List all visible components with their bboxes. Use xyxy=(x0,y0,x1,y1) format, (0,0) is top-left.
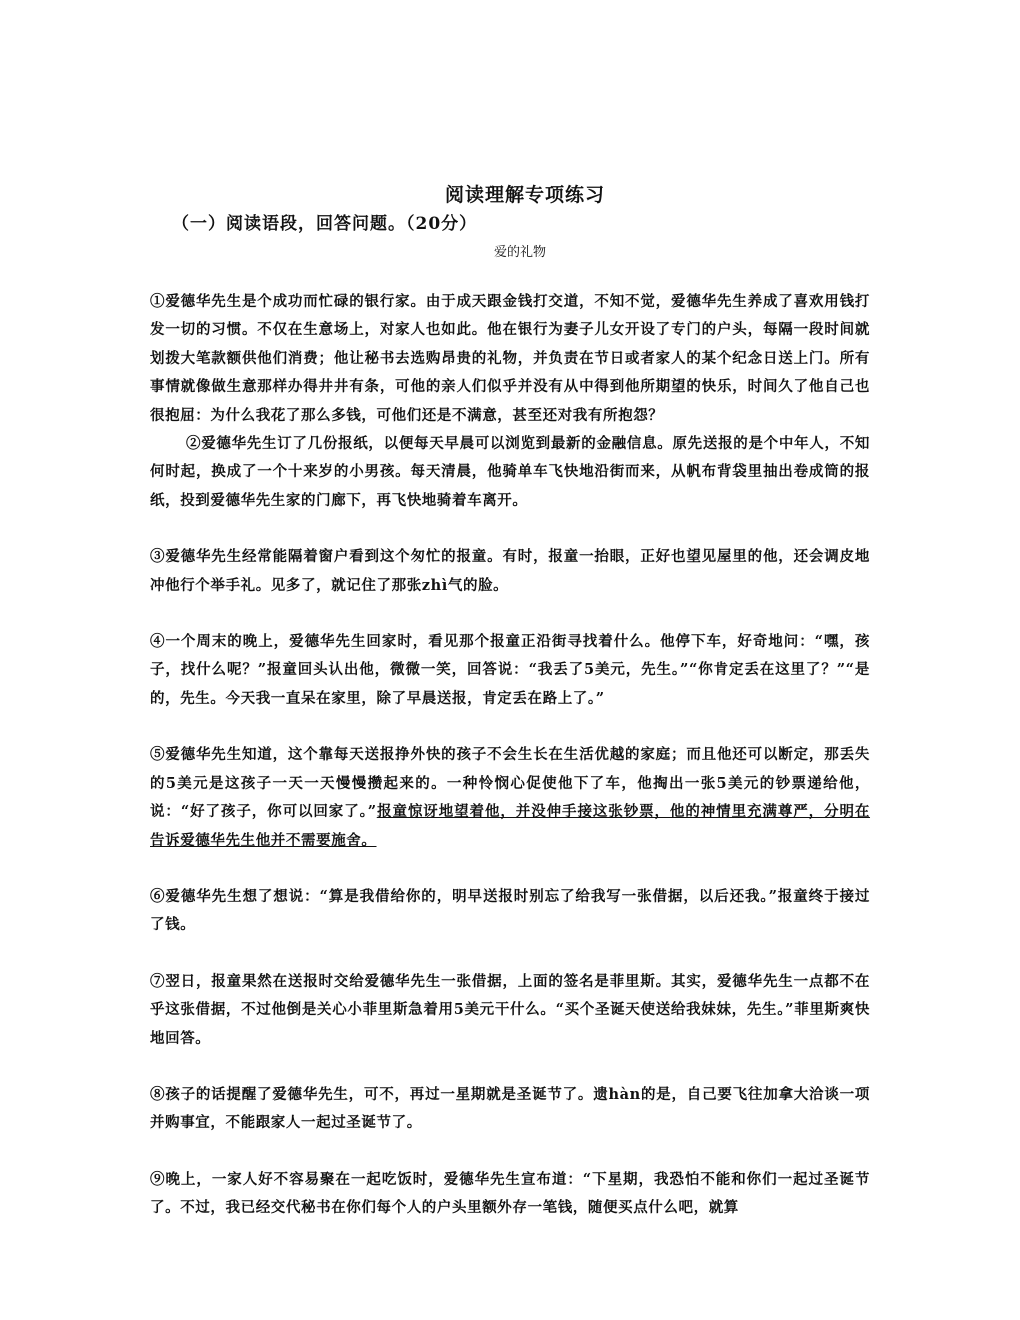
paragraph-7: ⑦翌日，报童果然在送报时交给爱德华先生一张借据，上面的签名是菲里斯。其实，爱德华先生一点都不在乎这张借据，不过他倒是关心小菲里斯急着用5美元干什么。“买个圣诞天使送给我妹妹，先生。”菲里斯爽快地回答。 xyxy=(150,972,870,1047)
passage-title: 爱的礼物 xyxy=(493,245,546,260)
underlined-sentence: 报童惊讶地望着他，并没伸手接这张钞票，他的神情里充满尊严，分明在告诉爱德华先生他并不需要施舍。 xyxy=(150,803,871,849)
paragraph-8: ⑧孩子的话提醒了爱德华先生，可不，再过一星期就是圣诞节了。遗hàn的是，自己要飞往加拿大洽谈一项并购事宜，不能跟家人一起过圣诞节了。 xyxy=(150,1085,870,1132)
passage-body xyxy=(150,288,870,1223)
paragraph-3: ③爱德华先生经常能隔着窗户看到这个匆忙的报童。有时，报童一抬眼，正好也望见屋里的他，还会调皮地冲他行个举手礼。见多了，就记住了那张zhì气的脸。 xyxy=(150,548,870,594)
page-title: 阅读理解专项练习 xyxy=(444,184,605,206)
paragraph-5-text: ⑤爱德华先生知道，这个靠每天送报挣外快的孩子不会生长在生活优越的家庭；而且他还可以断定，那丢失的5美元是这孩子一天一天慢慢攒起来的。一种怜悯心促使他下了车，他掏出一张5美元的钞票递给他，说：“好了孩子，你可以回家了。” xyxy=(150,746,870,821)
paragraph-9: ⑨晚上，一家人好不容易聚在一起吃饭时，爱德华先生宣布道：“下星期，我恐怕不能和你们一起过圣诞节了。不过，我已经交代秘书在你们每个人的户头里额外存一笔钱，随便买点什么吧，就算 xyxy=(150,1170,870,1217)
paragraph-1: ①爱德华先生是个成功而忙碌的银行家。由于成天跟金钱打交道，不知不觉，爱德华先生养成了喜欢用钱打发一切的习惯。不仅在生意场上，对家人也如此。他在银行为妻子儿女开设了专门的户头，每隔一段时间就划拨大笔款额供他们消费；他让秘书去选购昂贵的礼物，并负责在节日或者家人的某个纪念日送上门。所有事情就像做生意那样办得井井有条，可他的亲人们似乎并没有从中得到他所期望的快乐，时间久了他自己也很抱屈：为什么我花了那么多钱，可他们还是不满意，甚至还对我有所抱怨？ xyxy=(150,293,870,424)
section-heading: （一）阅读语段，回答问题。（20分） xyxy=(172,214,478,234)
paragraph-6: ⑥爱德华先生想了想说：“算是我借给你的，明早送报时别忘了给我写一张借据，以后还我。”报童终于接过了钱。 xyxy=(150,887,870,934)
paragraph-5 xyxy=(150,741,870,855)
paragraph-2: ②爱德华先生订了几份报纸，以便每天早晨可以浏览到最新的金融信息。原先送报的是个中年人，不知何时起，换成了一个十来岁的小男孩。每天清晨，他骑单车飞快地沿街而来，从帆布背袋里抽出卷成筒的报纸，投到爱德华先生家的门廊下，再飞快地骑着车离开。 xyxy=(150,435,870,509)
paragraph-4: ④一个周末的晚上，爱德华先生回家时，看见那个报童正沿街寻找着什么。他停下车，好奇地问：“嘿，孩子，找什么呢？”报童回头认出他，微微一笑，回答说：“我丢了5美元，先生。”“你肯定丢在这里了？”“是的，先生。今天我一直呆在家里，除了早晨送报，肯定丢在路上了。” xyxy=(150,633,870,707)
